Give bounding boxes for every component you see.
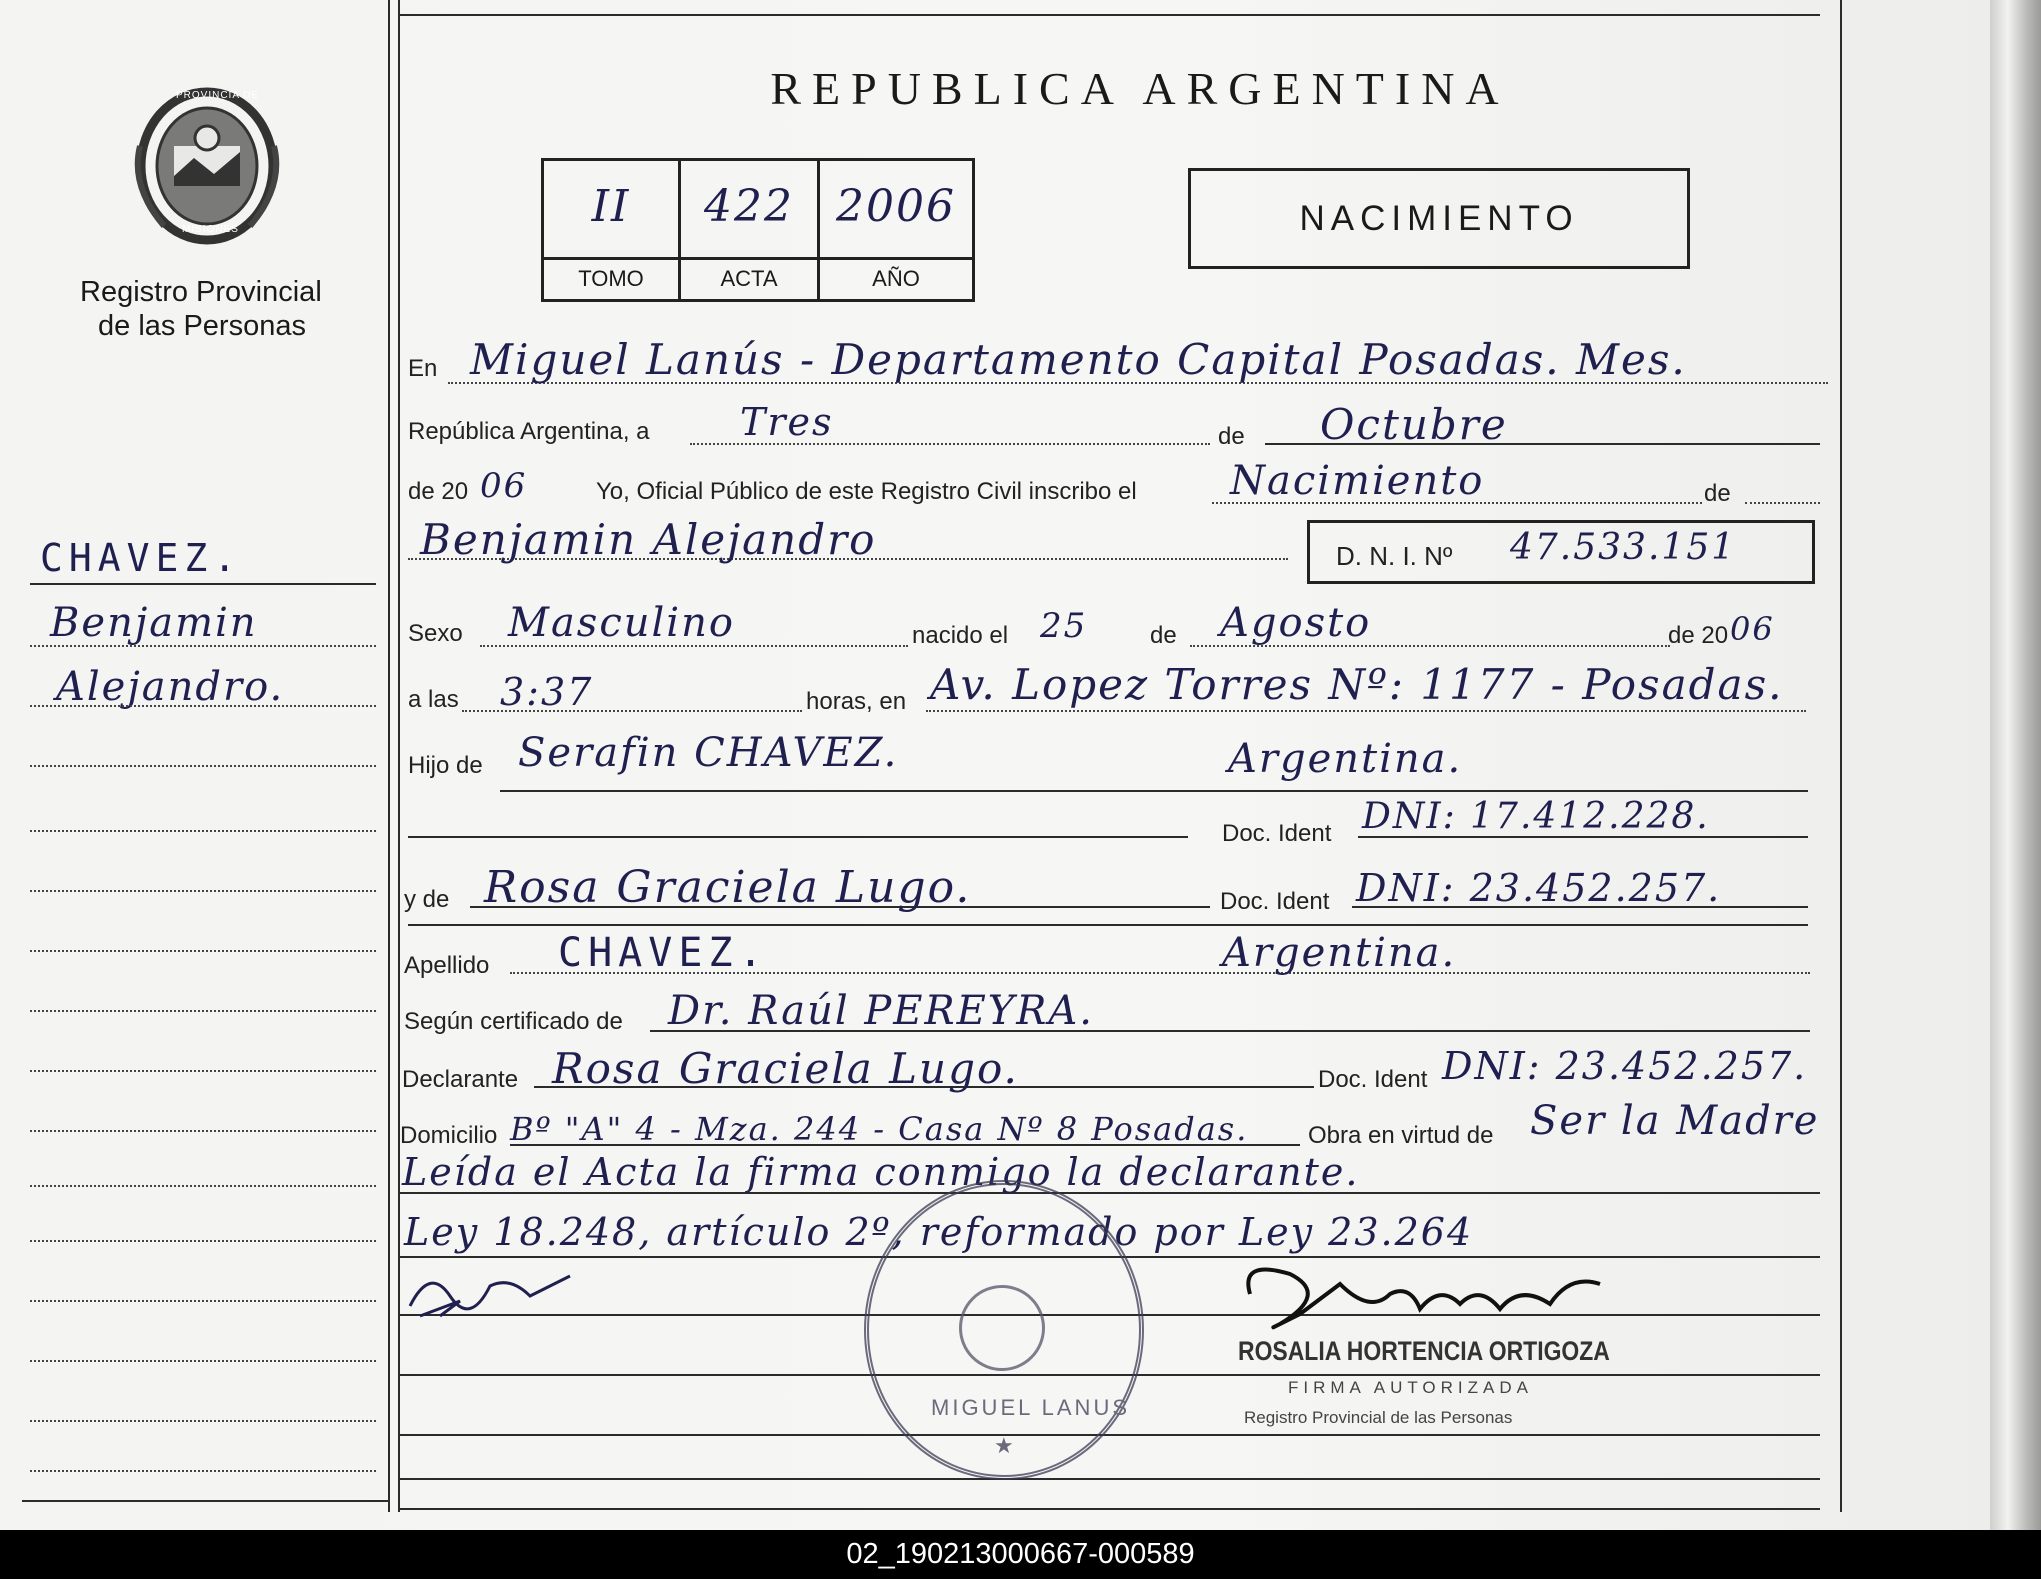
label-republica-a: República Argentina, a bbox=[408, 418, 650, 445]
value-birth-month: Agosto bbox=[1220, 600, 1372, 646]
acta-label: ACTA bbox=[681, 257, 817, 298]
anio-value: 2006 bbox=[836, 181, 956, 232]
value-day: Tres bbox=[740, 400, 834, 444]
registry-name-line2: de las Personas bbox=[98, 310, 306, 342]
value-act-kind: Nacimiento bbox=[1230, 458, 1485, 504]
value-declarant: Rosa Graciela Lugo. bbox=[552, 1044, 1019, 1093]
label-a-las: a las bbox=[408, 686, 459, 713]
margin-ruled-line bbox=[30, 1130, 376, 1132]
margin-ruled-line bbox=[30, 1300, 376, 1302]
label-de-20b: de 20 bbox=[1668, 622, 1729, 649]
line-mother-extra bbox=[408, 924, 1808, 926]
margin-ruled-line bbox=[30, 1420, 376, 1422]
value-birth-year-suffix: 06 bbox=[1730, 610, 1775, 648]
label-de-3: de bbox=[1150, 622, 1177, 649]
label-hijo-de: Hijo de bbox=[408, 752, 483, 779]
top-frame-line bbox=[398, 14, 1820, 16]
declarant-signature bbox=[400, 1256, 600, 1326]
margin-surname-line bbox=[30, 583, 376, 585]
margin-ruled-line bbox=[30, 705, 376, 707]
label-doc-ident-1: Doc. Ident bbox=[1222, 820, 1332, 847]
value-certificate: Dr. Raúl PEREYRA. bbox=[668, 988, 1094, 1034]
acta-value: 422 bbox=[704, 181, 794, 232]
official-round-stamp bbox=[864, 1180, 1144, 1480]
image-code-bar bbox=[0, 1530, 2041, 1579]
value-mother-name: Rosa Graciela Lugo. bbox=[484, 862, 972, 913]
value-birth-time: 3:37 bbox=[500, 670, 594, 714]
label-en: En bbox=[408, 355, 438, 382]
label-de-2: de bbox=[1704, 480, 1731, 507]
act-type-box: NACIMIENTO bbox=[1188, 168, 1690, 269]
line-blank-4 bbox=[400, 1478, 1820, 1480]
margin-ruled-line bbox=[30, 950, 376, 952]
right-page-edge bbox=[1840, 0, 1842, 1512]
margin-ruled-line bbox=[30, 830, 376, 832]
tomo-value: II bbox=[591, 181, 631, 232]
label-domicilio: Domicilio bbox=[400, 1122, 498, 1149]
registry-numbers-box bbox=[541, 158, 975, 302]
image-code: 02_190213000667-000589 bbox=[846, 1538, 1195, 1570]
value-note-line2: Ley 18.248, artículo 2º, reformado por Ley 23.264 bbox=[404, 1210, 1474, 1254]
value-mother-nationality: Argentina. bbox=[1222, 930, 1457, 976]
stamp-text: MIGUEL LANUS bbox=[931, 1395, 1131, 1420]
tomo-cell bbox=[544, 161, 681, 299]
anio-label: AÑO bbox=[820, 257, 972, 298]
label-dni: D. N. I. Nº bbox=[1336, 541, 1453, 571]
margin-ruled-line bbox=[30, 1070, 376, 1072]
margin-ruled-line bbox=[30, 1360, 376, 1362]
margin-name-line1: Benjamin bbox=[50, 600, 258, 646]
value-place: Miguel Lanús - Departamento Capital Posadas. Mes. bbox=[470, 335, 1687, 384]
margin-ruled-line bbox=[30, 765, 376, 767]
label-y-de: y de bbox=[404, 886, 450, 913]
signatory-office: Registro Provincial de las Personas bbox=[1244, 1408, 1513, 1427]
label-yo-oficial: Yo, Oficial Público de este Registro Civil inscribo el bbox=[596, 478, 1137, 505]
value-declarant-doc: DNI: 23.452.257. bbox=[1442, 1044, 1808, 1088]
left-bottom-line bbox=[22, 1500, 388, 1502]
left-column-border bbox=[388, 0, 390, 1512]
line-father-extra bbox=[408, 836, 1188, 838]
country-title: REPUBLICA ARGENTINA bbox=[770, 63, 1510, 114]
value-note-line1: Leída el Acta la firma conmigo la declarante. bbox=[402, 1150, 1360, 1194]
value-child-name: Benjamin Alejandro bbox=[420, 515, 877, 564]
value-birth-day: 25 bbox=[1040, 606, 1088, 646]
anio-cell bbox=[820, 161, 972, 299]
margin-ruled-line bbox=[30, 1010, 376, 1012]
label-doc-ident-2: Doc. Ident bbox=[1220, 888, 1330, 915]
seal-text-bottom: MISIONES bbox=[182, 224, 239, 235]
value-month: Octubre bbox=[1320, 400, 1508, 449]
signatory-role: FIRMA AUTORIZADA bbox=[1288, 1378, 1533, 1397]
label-sexo: Sexo bbox=[408, 620, 463, 647]
value-domicile: Bº "A" 4 - Mza. 244 - Casa Nº 8 Posadas. bbox=[510, 1110, 1249, 1148]
label-declarante: Declarante bbox=[402, 1066, 519, 1093]
seal-text-top: PROVINCIA DE bbox=[176, 90, 260, 101]
value-father-name: Serafin CHAVEZ. bbox=[518, 730, 899, 776]
margin-ruled-line bbox=[30, 1185, 376, 1187]
value-sex: Masculino bbox=[508, 600, 735, 646]
acta-cell bbox=[681, 161, 820, 299]
margin-ruled-line bbox=[30, 890, 376, 892]
line-father-name bbox=[500, 790, 1808, 792]
value-father-nationality: Argentina. bbox=[1228, 736, 1463, 782]
tomo-label: TOMO bbox=[544, 257, 678, 298]
label-de: de bbox=[1218, 423, 1245, 450]
label-segun-certificado: Según certificado de bbox=[404, 1008, 623, 1035]
line-birth-place bbox=[926, 710, 1806, 712]
margin-surname: CHAVEZ. bbox=[40, 536, 243, 580]
label-nacido-el: nacido el bbox=[912, 622, 1009, 649]
margin-ruled-line bbox=[30, 1240, 376, 1242]
value-surname: CHAVEZ. bbox=[558, 930, 769, 976]
label-de-20: de 20 bbox=[408, 478, 469, 505]
dni-box bbox=[1307, 520, 1815, 584]
value-reason: Ser la Madre bbox=[1530, 1098, 1820, 1144]
stamp-star-icon: ★ bbox=[994, 1433, 1014, 1458]
line-blank-3 bbox=[400, 1434, 1820, 1436]
value-year-suffix: 06 bbox=[480, 466, 528, 506]
value-dni: 47.533.151 bbox=[1510, 527, 1737, 568]
label-obra-en-virtud: Obra en virtud de bbox=[1308, 1122, 1494, 1149]
book-binding-edge bbox=[1990, 0, 2041, 1530]
signatory-name: ROSALIA HORTENCIA ORTIGOZA bbox=[1238, 1336, 1610, 1366]
margin-ruled-line bbox=[30, 645, 376, 647]
line-act-kind-end bbox=[1745, 502, 1820, 504]
label-doc-ident-3: Doc. Ident bbox=[1318, 1066, 1428, 1093]
registry-name-line1: Registro Provincial bbox=[80, 276, 322, 308]
value-mother-doc: DNI: 23.452.257. bbox=[1356, 866, 1722, 910]
value-father-doc: DNI: 17.412.228. bbox=[1362, 796, 1710, 837]
value-birth-place: Av. Lopez Torres Nº: 1177 - Posadas. bbox=[930, 660, 1784, 709]
label-apellido: Apellido bbox=[404, 952, 490, 979]
bottom-frame-line bbox=[398, 1508, 1820, 1510]
official-signature bbox=[1220, 1254, 1640, 1344]
label-horas-en: horas, en bbox=[806, 688, 907, 715]
province-seal-logo bbox=[134, 86, 280, 246]
margin-name-line2: Alejandro. bbox=[56, 664, 285, 710]
margin-ruled-line bbox=[30, 1470, 376, 1472]
